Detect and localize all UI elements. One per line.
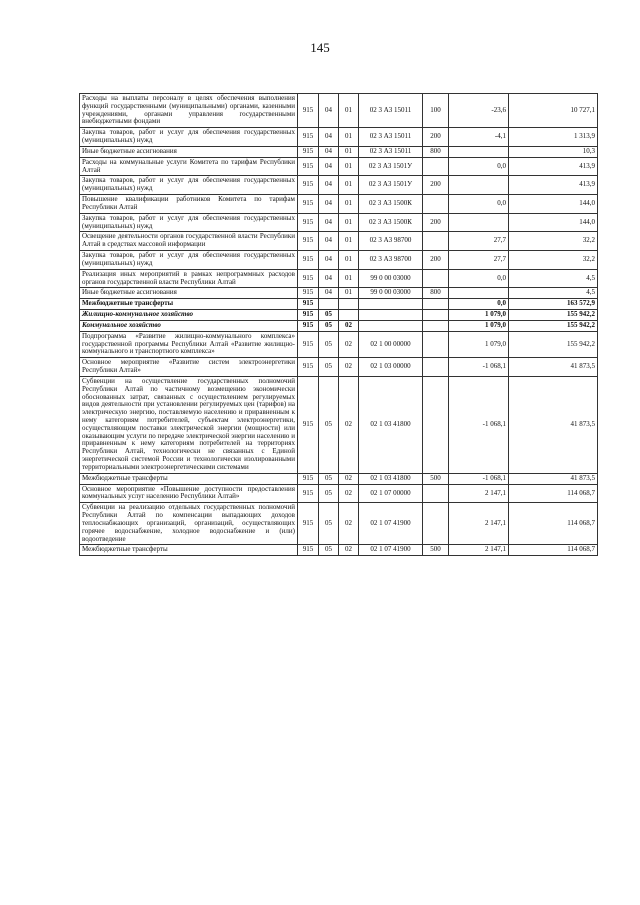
row-change-amount-cell [449, 288, 509, 299]
row-expense-type-cell: 500 [423, 545, 449, 556]
row-change-amount-cell: -1 068,1 [449, 376, 509, 473]
row-expense-type-cell [423, 232, 449, 251]
table-row [80, 195, 598, 214]
row-target-article-cell: 02 3 А3 98700 [359, 251, 423, 270]
row-target-article-cell: 02 1 03 41800 [359, 376, 423, 473]
row-subsection-cell: 02 [339, 320, 359, 331]
row-target-article-cell: 02 1 07 41900 [359, 503, 423, 545]
table-row [80, 358, 598, 377]
table-row [80, 128, 598, 147]
row-change-amount-cell: 27,7 [449, 251, 509, 270]
row-subsection-cell: 01 [339, 288, 359, 299]
row-expense-type-cell: 200 [423, 128, 449, 147]
row-grbs-cell: 915 [298, 299, 319, 310]
row-expense-type-cell [423, 320, 449, 331]
row-name-cell: Расходы на коммунальные услуги Комитета по тарифам Республики Алтай [80, 157, 298, 176]
table-row [80, 232, 598, 251]
row-name-cell: Закупка товаров, работ и услуг для обеспечения государственных (муниципальных) нужд [80, 128, 298, 147]
row-target-article-cell: 02 3 А3 15011 [359, 146, 423, 157]
row-grbs-cell: 915 [298, 484, 319, 503]
row-target-article-cell: 99 0 00 03000 [359, 288, 423, 299]
row-grbs-cell: 915 [298, 503, 319, 545]
row-target-article-cell: 02 1 03 41800 [359, 473, 423, 484]
row-section-cell: 05 [319, 358, 339, 377]
row-grbs-cell: 915 [298, 269, 319, 288]
row-name-cell: Субвенции на реализацию отдельных государственных полномочий Республики Алтай по компенсации выпадающих доходов теплоснабжающих организаций, организаций, осуществляющих горячее водоснабжение, холодное водоснабжение и (или) водоотведение [80, 503, 298, 545]
row-total-amount-cell: 155 942,2 [509, 310, 598, 321]
row-total-amount-cell: 4,5 [509, 288, 598, 299]
table-row [80, 503, 598, 545]
row-grbs-cell: 915 [298, 94, 319, 128]
row-name-cell: Основное мероприятие «Развитие систем электроэнергетики Республики Алтай» [80, 358, 298, 377]
row-subsection-cell: 01 [339, 232, 359, 251]
row-total-amount-cell: 32,2 [509, 232, 598, 251]
table-row [80, 484, 598, 503]
row-section-cell: 05 [319, 473, 339, 484]
row-change-amount-cell [449, 213, 509, 232]
row-section-cell: 04 [319, 288, 339, 299]
row-expense-type-cell [423, 310, 449, 321]
row-grbs-cell: 915 [298, 320, 319, 331]
row-target-article-cell: 02 1 03 00000 [359, 358, 423, 377]
table-row [80, 545, 598, 556]
row-name-cell: Реализация иных мероприятий в рамках непрограммных расходов органов государственной власти Республики Алтай [80, 269, 298, 288]
row-total-amount-cell: 41 873,5 [509, 358, 598, 377]
row-change-amount-cell: 2 147,1 [449, 484, 509, 503]
row-expense-type-cell: 200 [423, 251, 449, 270]
row-total-amount-cell: 41 873,5 [509, 473, 598, 484]
row-total-amount-cell: 114 068,7 [509, 503, 598, 545]
row-grbs-cell: 915 [298, 213, 319, 232]
row-section-cell: 04 [319, 213, 339, 232]
table-row [80, 288, 598, 299]
row-grbs-cell: 915 [298, 358, 319, 377]
row-total-amount-cell: 144,0 [509, 213, 598, 232]
table-row [80, 473, 598, 484]
row-expense-type-cell: 800 [423, 288, 449, 299]
table-row [80, 251, 598, 270]
row-change-amount-cell: 0,0 [449, 299, 509, 310]
table-row [80, 94, 598, 128]
row-subsection-cell: 01 [339, 269, 359, 288]
row-grbs-cell: 915 [298, 376, 319, 473]
row-expense-type-cell: 100 [423, 94, 449, 128]
row-section-cell: 05 [319, 310, 339, 321]
row-name-cell: Субвенции на осуществление государственных полномочий Республики Алтай по частичному возмещению экономически обоснованных затрат, связанных с осуществлением регулируемых видов деятельности при установлении регулируемых цен (тарифов) на электрическую энергию, поставляемую населению и приравненным к нему категориям потребителей, субъектам электроэнергетики, осуществляющим поставки электрической энергии (мощности) или оказывающим услуги по передаче электрической энергии населению и приравненным к нему категориям потребителей на территориях Республики Алтай, технологически не связанных с Единой энергетической системой России и технологически изолированными территориальными электроэнергетическими системами [80, 376, 298, 473]
row-section-cell: 05 [319, 376, 339, 473]
row-expense-type-cell [423, 484, 449, 503]
row-total-amount-cell: 413,9 [509, 157, 598, 176]
row-target-article-cell [359, 310, 423, 321]
row-section-cell: 04 [319, 128, 339, 147]
table-row [80, 176, 598, 195]
row-change-amount-cell: 1 079,0 [449, 320, 509, 331]
row-subsection-cell: 01 [339, 195, 359, 214]
row-name-cell: Иные бюджетные ассигнования [80, 146, 298, 157]
row-grbs-cell: 915 [298, 331, 319, 357]
table-row [80, 146, 598, 157]
row-change-amount-cell: 2 147,1 [449, 503, 509, 545]
row-name-cell: Межбюджетные трансферты [80, 545, 298, 556]
row-target-article-cell: 02 3 А3 15011 [359, 128, 423, 147]
row-name-cell: Освещение деятельности органов государственной власти Республики Алтай в средствах массовой информации [80, 232, 298, 251]
row-change-amount-cell: -1 068,1 [449, 358, 509, 377]
row-expense-type-cell: 200 [423, 213, 449, 232]
row-subsection-cell: 01 [339, 146, 359, 157]
row-expense-type-cell [423, 157, 449, 176]
row-section-cell: 05 [319, 331, 339, 357]
row-name-cell: Межбюджетные трансферты [80, 299, 298, 310]
row-section-cell: 04 [319, 195, 339, 214]
row-grbs-cell: 915 [298, 176, 319, 195]
row-change-amount-cell: -1 068,1 [449, 473, 509, 484]
row-change-amount-cell: -23,6 [449, 94, 509, 128]
row-section-cell: 05 [319, 484, 339, 503]
row-section-cell: 05 [319, 503, 339, 545]
row-expense-type-cell: 200 [423, 176, 449, 195]
row-change-amount-cell: -4,1 [449, 128, 509, 147]
row-grbs-cell: 915 [298, 310, 319, 321]
row-expense-type-cell [423, 195, 449, 214]
row-total-amount-cell: 163 572,9 [509, 299, 598, 310]
table-row [80, 331, 598, 357]
table-row [80, 157, 598, 176]
row-total-amount-cell: 114 068,7 [509, 484, 598, 503]
row-total-amount-cell: 32,2 [509, 251, 598, 270]
row-target-article-cell: 02 3 А3 15011 [359, 94, 423, 128]
row-target-article-cell: 02 1 07 41900 [359, 545, 423, 556]
row-name-cell: Жилищно-коммунальное хозяйство [80, 310, 298, 321]
row-grbs-cell: 915 [298, 545, 319, 556]
row-grbs-cell: 915 [298, 146, 319, 157]
row-subsection-cell: 02 [339, 473, 359, 484]
row-grbs-cell: 915 [298, 195, 319, 214]
row-change-amount-cell: 0,0 [449, 157, 509, 176]
row-target-article-cell: 02 3 А3 98700 [359, 232, 423, 251]
row-grbs-cell: 915 [298, 157, 319, 176]
row-grbs-cell: 915 [298, 232, 319, 251]
row-total-amount-cell: 4,5 [509, 269, 598, 288]
row-section-cell: 04 [319, 232, 339, 251]
page-number: 145 [310, 40, 330, 55]
row-expense-type-cell [423, 331, 449, 357]
row-expense-type-cell [423, 503, 449, 545]
row-subsection-cell: 01 [339, 94, 359, 128]
row-expense-type-cell [423, 299, 449, 310]
row-total-amount-cell: 114 068,7 [509, 545, 598, 556]
row-subsection-cell: 01 [339, 128, 359, 147]
row-change-amount-cell: 1 079,0 [449, 331, 509, 357]
table-row [80, 310, 598, 321]
row-subsection-cell: 02 [339, 331, 359, 357]
row-target-article-cell: 02 1 00 00000 [359, 331, 423, 357]
row-subsection-cell: 02 [339, 376, 359, 473]
row-name-cell: Закупка товаров, работ и услуг для обеспечения государственных (муниципальных) нужд [80, 213, 298, 232]
row-target-article-cell: 02 3 А3 1500К [359, 213, 423, 232]
row-subsection-cell: 02 [339, 358, 359, 377]
row-change-amount-cell [449, 146, 509, 157]
row-name-cell: Коммунальное хозяйство [80, 320, 298, 331]
row-total-amount-cell: 1 313,9 [509, 128, 598, 147]
row-change-amount-cell: 0,0 [449, 269, 509, 288]
row-grbs-cell: 915 [298, 288, 319, 299]
budget-table [79, 93, 598, 556]
row-total-amount-cell: 155 942,2 [509, 320, 598, 331]
row-total-amount-cell: 41 873,5 [509, 376, 598, 473]
row-change-amount-cell: 27,7 [449, 232, 509, 251]
row-subsection-cell [339, 299, 359, 310]
row-section-cell: 04 [319, 176, 339, 195]
row-grbs-cell: 915 [298, 473, 319, 484]
row-expense-type-cell: 500 [423, 473, 449, 484]
row-change-amount-cell: 1 079,0 [449, 310, 509, 321]
row-name-cell: Межбюджетные трансферты [80, 473, 298, 484]
row-target-article-cell [359, 299, 423, 310]
row-total-amount-cell: 10 727,1 [509, 94, 598, 128]
row-total-amount-cell: 10,3 [509, 146, 598, 157]
row-total-amount-cell: 413,9 [509, 176, 598, 195]
row-expense-type-cell [423, 269, 449, 288]
row-subsection-cell: 01 [339, 213, 359, 232]
row-subsection-cell: 02 [339, 545, 359, 556]
row-name-cell: Повышение квалификации работников Комитета по тарифам Республики Алтай [80, 195, 298, 214]
row-total-amount-cell: 144,0 [509, 195, 598, 214]
row-change-amount-cell: 0,0 [449, 195, 509, 214]
row-subsection-cell: 02 [339, 503, 359, 545]
row-target-article-cell: 02 3 А3 1501У [359, 176, 423, 195]
row-section-cell: 04 [319, 157, 339, 176]
row-subsection-cell: 01 [339, 157, 359, 176]
table-row [80, 269, 598, 288]
row-grbs-cell: 915 [298, 128, 319, 147]
row-target-article-cell: 99 0 00 03000 [359, 269, 423, 288]
row-section-cell: 04 [319, 269, 339, 288]
row-subsection-cell: 01 [339, 176, 359, 195]
row-name-cell: Закупка товаров, работ и услуг для обеспечения государственных (муниципальных) нужд [80, 176, 298, 195]
row-total-amount-cell: 155 942,2 [509, 331, 598, 357]
row-grbs-cell: 915 [298, 251, 319, 270]
row-expense-type-cell [423, 376, 449, 473]
row-name-cell: Основное мероприятие «Повышение доступности предоставления коммунальных услуг населению Республики Алтай» [80, 484, 298, 503]
table-row [80, 320, 598, 331]
row-expense-type-cell [423, 358, 449, 377]
row-target-article-cell [359, 320, 423, 331]
row-subsection-cell [339, 310, 359, 321]
budget-table-body [80, 94, 598, 556]
row-target-article-cell: 02 1 07 00000 [359, 484, 423, 503]
row-change-amount-cell [449, 176, 509, 195]
row-section-cell: 04 [319, 94, 339, 128]
row-name-cell: Расходы на выплаты персоналу в целях обеспечения выполнения функций государственными (муниципальными) органами, казенными учреждениями, органами управления государственными внебюджетными фондами [80, 94, 298, 128]
row-section-cell: 04 [319, 146, 339, 157]
row-change-amount-cell: 2 147,1 [449, 545, 509, 556]
table-row [80, 213, 598, 232]
row-subsection-cell: 02 [339, 484, 359, 503]
row-section-cell [319, 299, 339, 310]
row-target-article-cell: 02 3 А3 1501У [359, 157, 423, 176]
row-name-cell: Иные бюджетные ассигнования [80, 288, 298, 299]
row-expense-type-cell: 800 [423, 146, 449, 157]
row-subsection-cell: 01 [339, 251, 359, 270]
row-section-cell: 05 [319, 320, 339, 331]
row-name-cell: Закупка товаров, работ и услуг для обеспечения государственных (муниципальных) нужд [80, 251, 298, 270]
table-row [80, 376, 598, 473]
row-name-cell: Подпрограмма «Развитие жилищно-коммунального комплекса» государственной программы Республики Алтай «Развитие жилищно-коммунального и транспортного комплекса» [80, 331, 298, 357]
table-row [80, 299, 598, 310]
row-target-article-cell: 02 3 А3 1500К [359, 195, 423, 214]
row-section-cell: 05 [319, 545, 339, 556]
row-section-cell: 04 [319, 251, 339, 270]
